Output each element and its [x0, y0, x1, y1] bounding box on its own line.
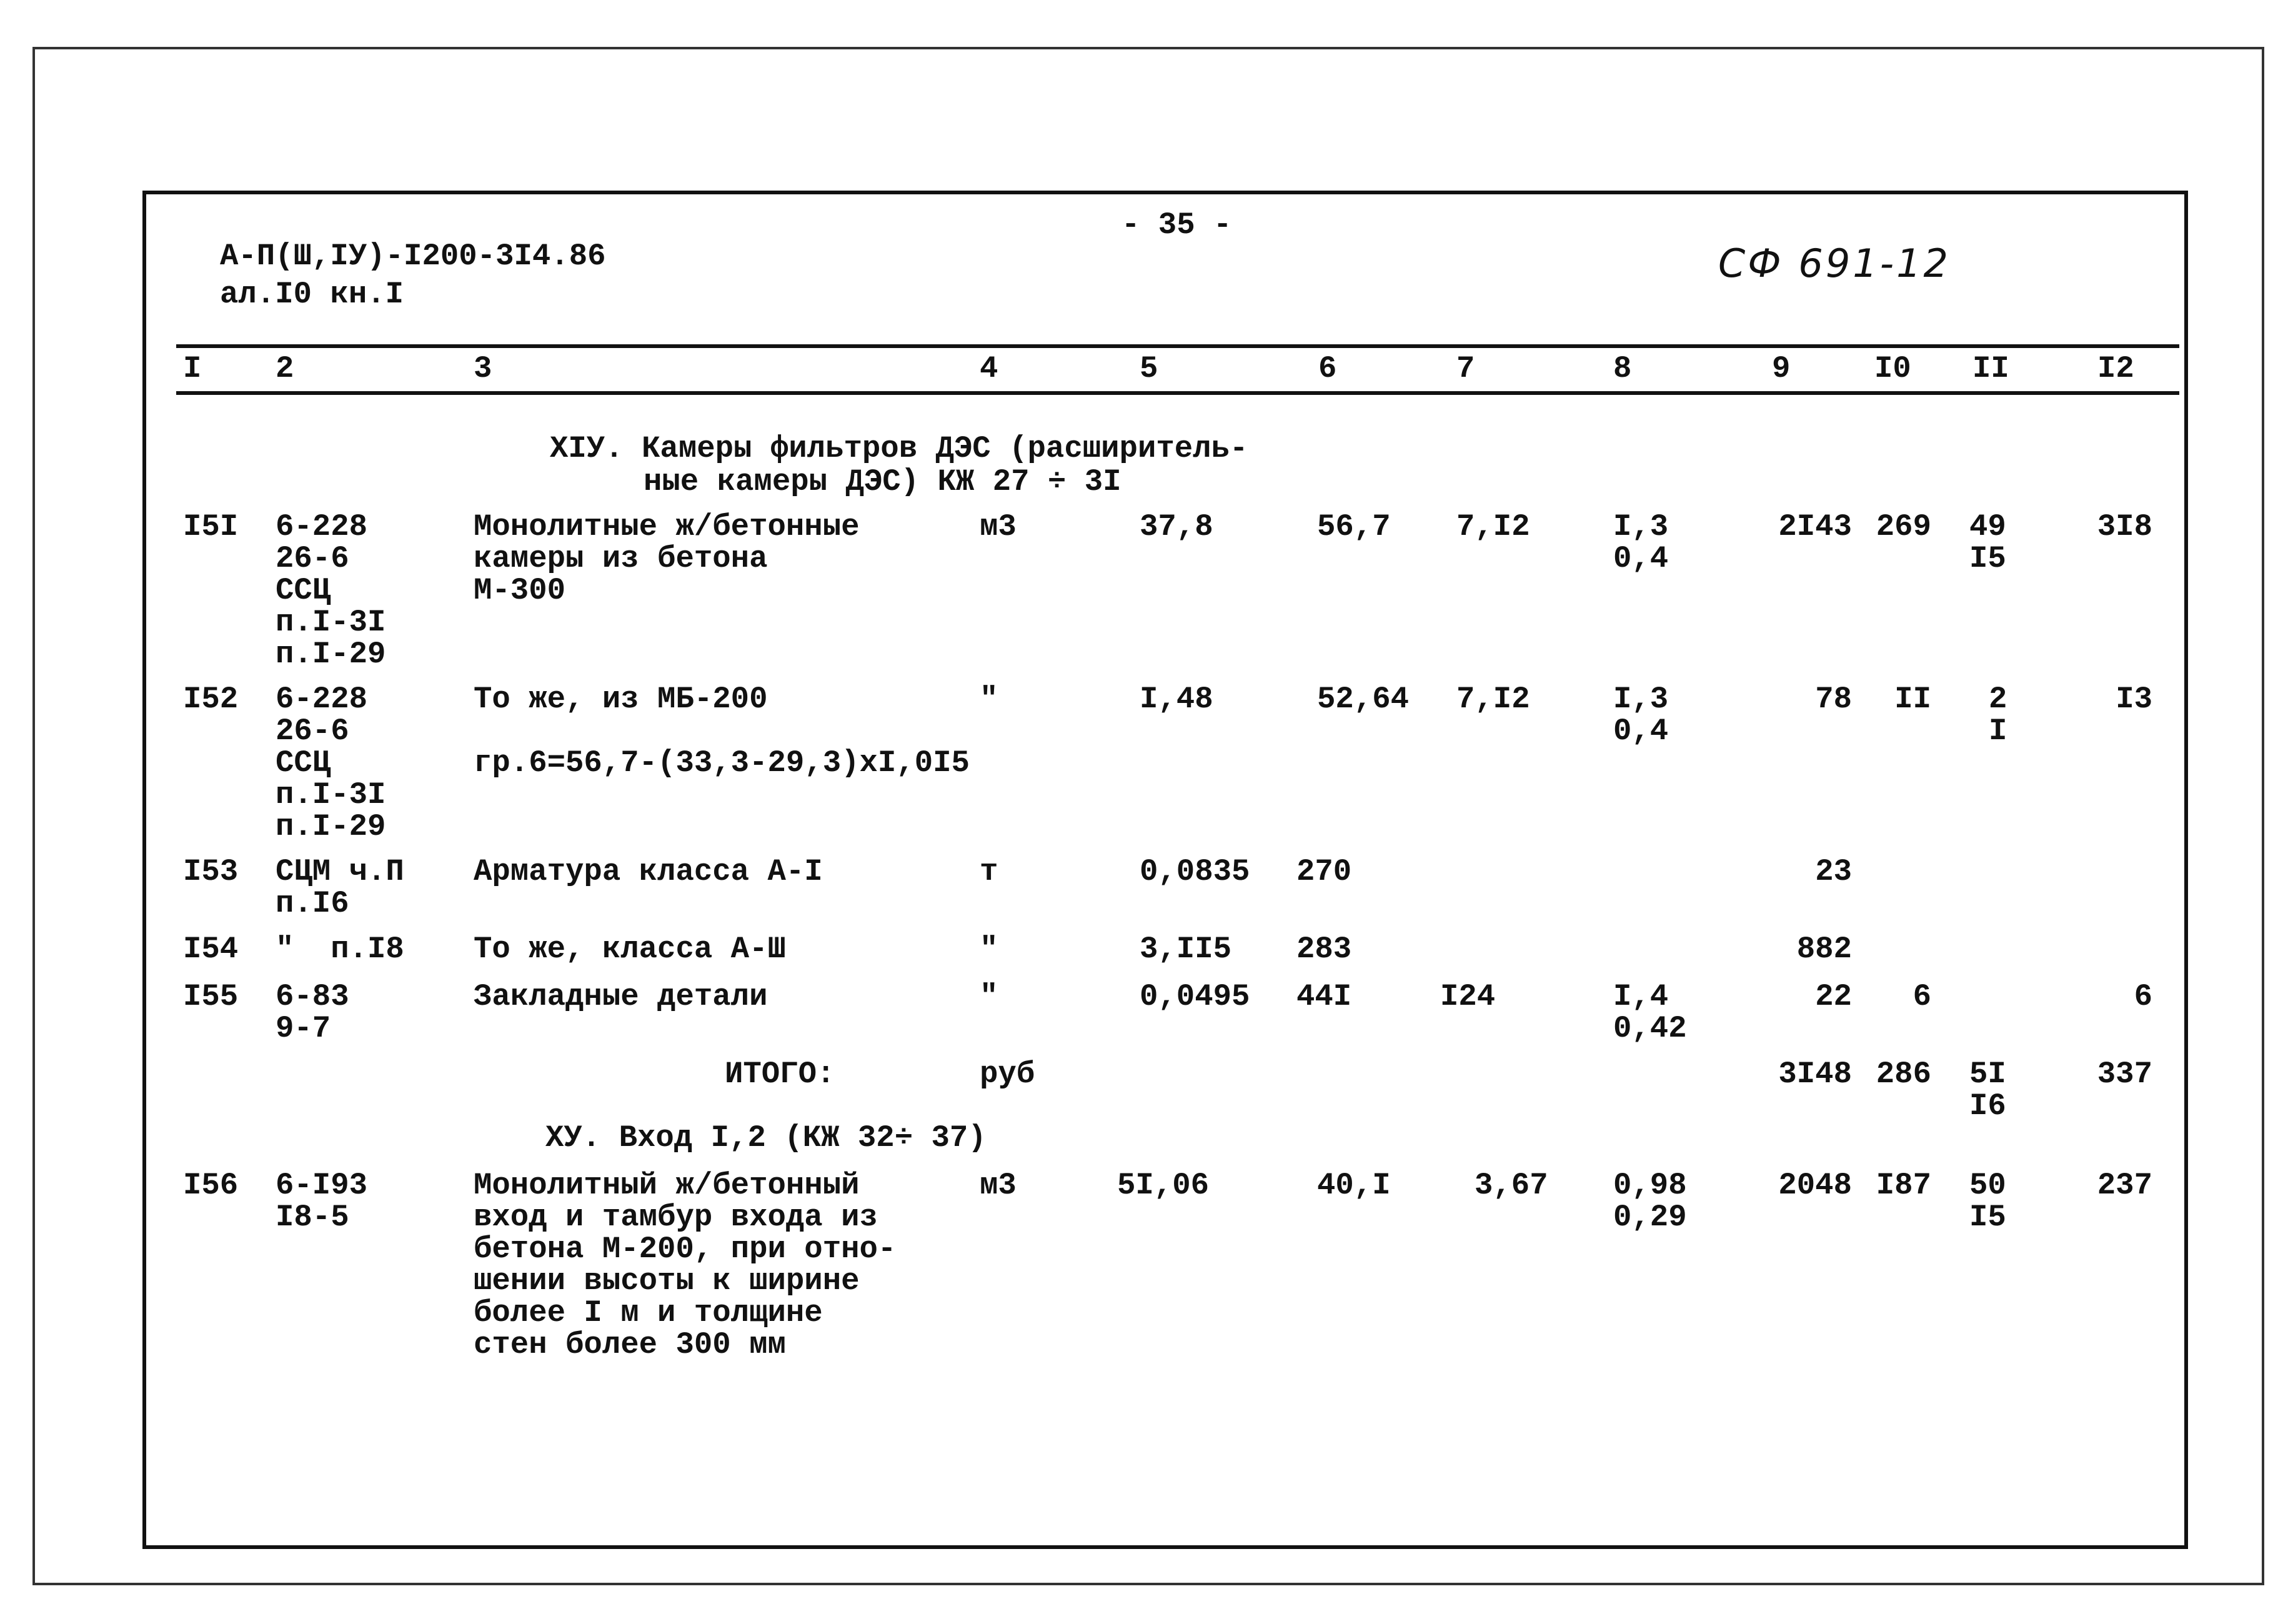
col6: 52,64 [1317, 682, 1410, 717]
unit: " [980, 979, 998, 1014]
column-header: II [1972, 351, 2009, 386]
header-rule-bottom [176, 391, 2179, 395]
work-name: То же, из МБ-200 [474, 682, 768, 717]
col8: 0,98 0,29 [1613, 1168, 1687, 1235]
work-name: То же, класса А-Ш [474, 932, 786, 967]
column-header: 2 [276, 351, 294, 386]
unit: " [980, 682, 998, 717]
unit: м3 [980, 1168, 1017, 1203]
col7: 7,I2 [1456, 682, 1530, 717]
col9: 3I48 [1778, 1057, 1852, 1092]
norm-code: 6-I93 I8-5 [276, 1168, 368, 1235]
col6: 270 [1296, 854, 1352, 889]
col7: 7,I2 [1456, 509, 1530, 544]
col10: 6 [1912, 979, 1931, 1014]
col6: 44I [1296, 979, 1352, 1014]
col9: 23 [1815, 854, 1852, 889]
album-label: ал.I0 кн.I [220, 277, 404, 312]
col12: 3I8 [2097, 509, 2152, 544]
norm-code: 6-83 9-7 [276, 979, 349, 1046]
quantity: 0,0835 [1140, 854, 1250, 889]
col9: 2048 [1778, 1168, 1852, 1203]
quantity: 37,8 [1140, 509, 1213, 544]
col10: 269 [1876, 509, 1931, 544]
total-label: ИТОГО: [725, 1057, 835, 1092]
column-header: 8 [1613, 351, 1632, 386]
quantity: 3,II5 [1140, 932, 1232, 967]
col10: I87 [1876, 1168, 1931, 1203]
page-number: - 35 - [1122, 207, 1232, 242]
column-header: 7 [1456, 351, 1475, 386]
col12: 337 [2097, 1057, 2152, 1092]
row-number: I5I [183, 509, 239, 544]
column-header: 5 [1140, 351, 1158, 386]
col9: 882 [1796, 932, 1852, 967]
col9: 78 [1815, 682, 1852, 717]
col10: 286 [1876, 1057, 1931, 1092]
col12: I3 [2116, 682, 2152, 717]
unit: т [980, 854, 998, 889]
work-name: Арматура класса А-I [474, 854, 823, 889]
row-number: I56 [183, 1168, 239, 1203]
row-number: I54 [183, 932, 239, 967]
col8: I,4 0,42 [1613, 979, 1687, 1046]
work-name: Монолитный ж/бетонный вход и тамбур входа из бетона М-200, при отно- шении высоты к ширине более I м и толщине стен более 300 мм [474, 1168, 897, 1362]
col7: I24 [1440, 979, 1496, 1014]
column-header: I2 [2097, 351, 2134, 386]
column-header: 3 [474, 351, 492, 386]
col7: 3,67 [1475, 1168, 1548, 1203]
col11: 5I I6 [1969, 1057, 2006, 1123]
column-header: I [183, 351, 202, 386]
column-header: 9 [1772, 351, 1791, 386]
norm-code: " п.I8 [276, 932, 404, 967]
col11: 49 I5 [1969, 509, 2006, 576]
quantity: 5I,06 [1117, 1168, 1210, 1203]
col12: 6 [2134, 979, 2152, 1014]
section-title-cont: ные камеры ДЭС) КЖ 27 ÷ 3I [644, 464, 1122, 499]
handwritten-mark: СФ 691-12 [1718, 241, 1951, 286]
col8: I,3 0,4 [1613, 509, 1669, 576]
norm-code: СЦМ ч.П п.I6 [276, 854, 404, 921]
unit: руб [980, 1057, 1035, 1092]
col6: 283 [1296, 932, 1352, 967]
quantity: 0,0495 [1140, 979, 1250, 1014]
quantity: I,48 [1140, 682, 1213, 717]
section-title: ХУ. Вход I,2 (КЖ 32÷ 37) [545, 1120, 987, 1155]
column-header: I0 [1874, 351, 1911, 386]
col9: 22 [1815, 979, 1852, 1014]
calc-note: гр.6=56,7-(33,3-29,3)хI,0I5 [474, 745, 970, 780]
col11: 2 I [1989, 682, 2007, 749]
col6: 40,I [1317, 1168, 1391, 1203]
work-name: Монолитные ж/бетонные камеры из бетона М-300 [474, 509, 860, 608]
section-title: XIУ. Камеры фильтров ДЭС (расширитель- [550, 431, 1248, 466]
row-number: I53 [183, 854, 239, 889]
unit: " [980, 932, 998, 967]
norm-code: 6-228 26-6 ССЦ п.I-3I п.I-29 [276, 682, 386, 844]
norm-code: 6-228 26-6 ССЦ п.I-3I п.I-29 [276, 509, 386, 672]
col11: 50 I5 [1969, 1168, 2006, 1235]
col9: 2I43 [1778, 509, 1852, 544]
column-header: 6 [1318, 351, 1337, 386]
work-name: Закладные детали [474, 979, 768, 1014]
col6: 56,7 [1317, 509, 1391, 544]
col12: 237 [2097, 1168, 2152, 1203]
row-number: I55 [183, 979, 239, 1014]
unit: м3 [980, 509, 1017, 544]
row-number: I52 [183, 682, 239, 717]
header-rule-top [176, 344, 2179, 348]
column-header: 4 [980, 351, 998, 386]
document-code: А-П(Ш,IУ)-I200-3I4.86 [220, 239, 606, 274]
col8: I,3 0,4 [1613, 682, 1669, 749]
col10: II [1894, 682, 1931, 717]
